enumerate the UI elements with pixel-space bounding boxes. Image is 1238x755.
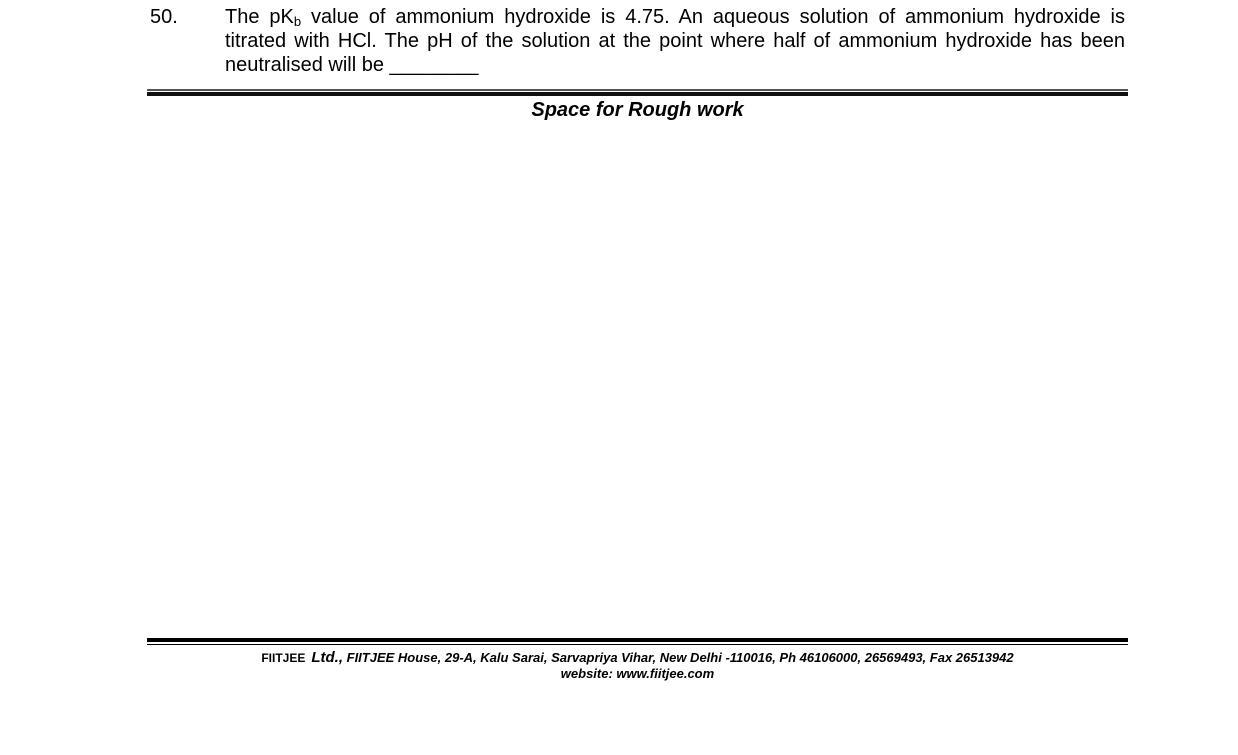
question-text-subscript: b: [293, 14, 302, 29]
question-number: 50.: [150, 6, 178, 28]
bottom-divider-thick-line: [147, 638, 1128, 642]
bottom-divider-thin-line: [147, 644, 1128, 645]
footer-address: FIITJEE House, 29-A, Kalu Sarai, Sarvapriya Vihar, New Delhi -110016, Ph 46106000, 26569493, Fax 26513942: [343, 650, 1014, 665]
footer-ltd: Ltd.,: [311, 649, 344, 666]
question-text-pre: The pK: [225, 6, 294, 28]
footer-brand: FIITJEE: [261, 651, 306, 665]
question-text: [225, 5, 1125, 77]
top-divider: [147, 89, 1128, 97]
page-footer: [147, 650, 1128, 681]
footer-website: website: www.fiitjee.com: [560, 666, 715, 681]
top-divider-thick-line: [147, 92, 1128, 96]
top-divider-thin-line: [147, 89, 1128, 91]
footer-address-line: [147, 650, 1128, 666]
rough-work-area: [147, 126, 1128, 636]
bottom-divider: [147, 638, 1128, 646]
question-text-post: value of ammonium hydroxide is 4.75. An aqueous solution of ammonium hydroxide is titrated with HCl. The pH of the solution at the point where half of ammonium hydroxide has been neutralised will be ________: [225, 6, 1125, 76]
rough-work-title: Space for Rough work: [531, 99, 744, 121]
